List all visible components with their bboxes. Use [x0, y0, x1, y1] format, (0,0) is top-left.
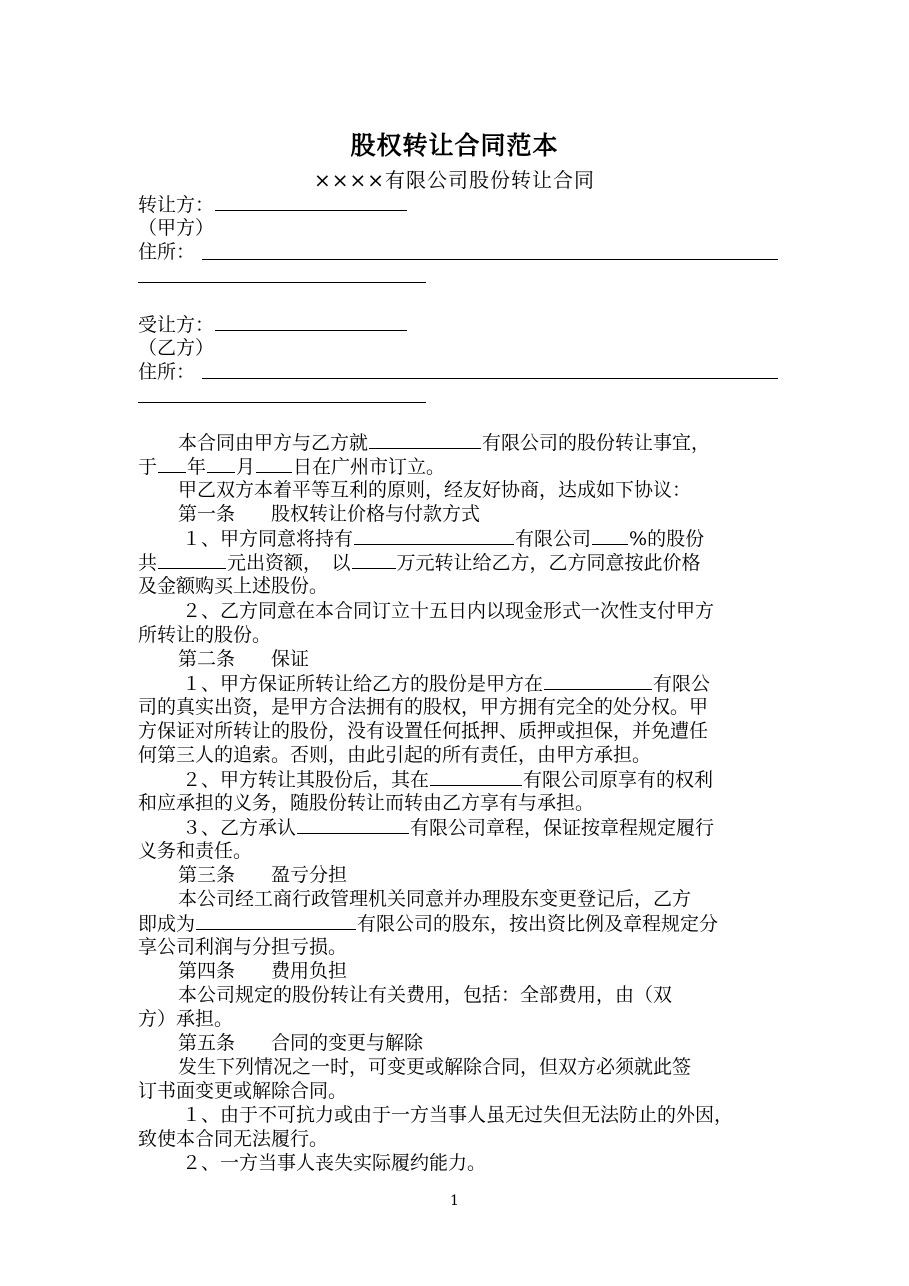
article-5-p2-line-1: ２、一方当事人丧失实际履约能力。 [182, 1152, 487, 1174]
article-2-p1-line-2: 司的真实出资，是甲方合法拥有的股权，甲方拥有完全的处分权。甲 [138, 696, 709, 718]
party-b-address-blank-1 [202, 378, 778, 379]
party-a-address-blank-2 [138, 282, 426, 283]
intro-line-3: 甲乙双方本着平等互利的原则，经友好协商，达成如下协议： [178, 479, 692, 501]
article-1-p2-line-2: 所转让的股份。 [138, 624, 272, 646]
article-5-line-2: 订书面变更或解除合同。 [138, 1080, 348, 1102]
clause-text: １、甲方保证所转让给乙方的股份是甲方在 [182, 673, 544, 695]
company-blank [544, 669, 652, 690]
clause-text: ３、乙方承认 [182, 817, 297, 839]
party-a-address-label: 住所： [138, 241, 196, 263]
article-2-p2-line-2: 和应承担的义务，随股份转让而转由乙方享有与承担。 [138, 792, 595, 814]
article-title: 盈亏分担 [271, 864, 348, 886]
clause-text: %的股份 [629, 528, 705, 550]
party-b-name-blank [215, 310, 407, 331]
clause-text: 即成为 [138, 913, 196, 935]
clause-text: 有限公 [653, 673, 711, 695]
month-blank [207, 452, 235, 473]
intro-text: 年 [187, 456, 207, 478]
party-b-role: （乙方） [138, 337, 215, 359]
article-title: 合同的变更与解除 [271, 1032, 424, 1054]
party-b-address-blank-2 [138, 402, 426, 403]
company-blank [354, 524, 514, 545]
article-1-p2-line-1: ２、乙方同意在本合同订立十五日内以现金形式一次性支付甲方 [182, 600, 715, 622]
article-number: 第四条 [178, 960, 236, 982]
clause-text: １、甲方同意将持有 [182, 528, 354, 550]
party-a-role: （甲方） [138, 217, 215, 239]
article-2-p1-line-3: 方保证对所转让的股份，没有设置任何抵押、质押或担保，并免遭任 [138, 720, 709, 742]
article-5-line-1: 发生下列情况之一时，可变更或解除合同，但双方必须就此签 [178, 1056, 692, 1078]
article-title: 保证 [271, 648, 310, 670]
article-1-p1-line-3: 及金额购买上述股份。 [138, 575, 329, 597]
document-subtitle: ××××有限公司股份转让合同 [313, 168, 596, 192]
party-a-address-blank-1 [202, 259, 778, 260]
intro-text: 本合同由甲方与乙方就 [178, 432, 369, 454]
clause-text: 有限公司 [515, 528, 592, 550]
article-2-p3-line-2: 义务和责任。 [138, 840, 253, 862]
party-a-name-blank [215, 190, 407, 211]
party-b-address-label: 住所： [138, 361, 196, 383]
intro-text: 日在广州市订立。 [293, 456, 446, 478]
party-b-label: 受让方： [138, 314, 215, 336]
page-number: 1 [450, 1193, 459, 1209]
article-title: 股权转让价格与付款方式 [271, 503, 481, 525]
clause-text: ２、甲方转让其股份后，其在 [182, 769, 430, 791]
company-blank [369, 428, 481, 449]
article-5-p1-line-1: １、由于不可抗力或由于一方当事人虽无过失但无法防止的外因， [182, 1104, 734, 1126]
price-blank [352, 548, 396, 569]
party-a-label: 转让方： [138, 194, 215, 216]
clause-text: 共 [138, 552, 158, 574]
article-3-line-3: 享公司利润与分担亏损。 [138, 936, 348, 958]
capital-blank [158, 548, 226, 569]
clause-text: 元出资额， 以 [227, 552, 351, 574]
intro-text: 月 [236, 456, 256, 478]
article-number: 第三条 [178, 864, 236, 886]
day-blank [256, 452, 292, 473]
intro-text: 于 [138, 456, 158, 478]
article-4-line-1: 本公司规定的股份转让有关费用，包括：全部费用，由（双 [178, 984, 673, 1006]
article-number: 第二条 [178, 648, 236, 670]
intro-text: 有限公司的股份转让事宜， [482, 432, 711, 454]
party-a-address-line [138, 238, 909, 266]
article-2-p1-line-4: 何第三人的追索。否则，由此引起的所有责任，由甲方承担。 [138, 744, 652, 766]
clause-text: 有限公司章程，保证按章程规定履行 [410, 817, 715, 839]
article-title: 费用负担 [271, 960, 348, 982]
article-5-p1-line-2: 致使本合同无法履行。 [138, 1128, 329, 1150]
company-blank [196, 909, 356, 930]
clause-text: 有限公司原享有的权利 [523, 769, 714, 791]
year-blank [158, 452, 186, 473]
article-number: 第五条 [178, 1032, 236, 1054]
document-title: 股权转让合同范本 [350, 131, 559, 160]
article-3-line-1: 本公司经工商行政管理机关同意并办理股东变更登记后，乙方 [178, 888, 692, 910]
company-blank [430, 765, 522, 786]
clause-text: 万元转让给乙方，乙方同意按此价格 [396, 552, 701, 574]
article-4-line-2: 方）承担。 [138, 1008, 234, 1030]
party-b-address-line [138, 358, 909, 386]
clause-text: 有限公司的股东，按出资比例及章程规定分 [357, 913, 719, 935]
article-number: 第一条 [178, 503, 236, 525]
company-blank [297, 813, 409, 834]
percent-blank [592, 524, 628, 545]
